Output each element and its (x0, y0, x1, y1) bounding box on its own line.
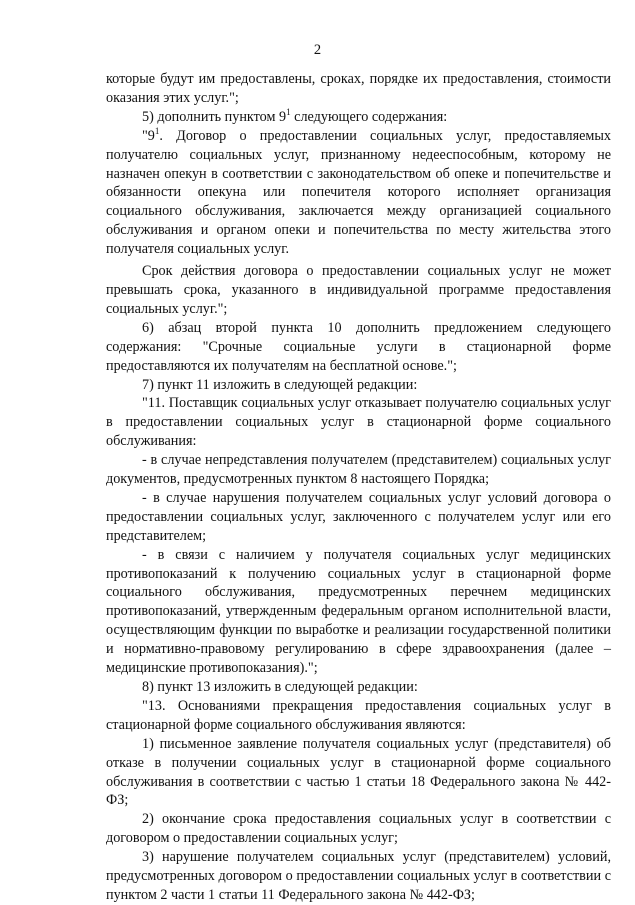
paragraph: 8) пункт 13 изложить в следующей редакции: (142, 679, 418, 695)
paragraph: 1) письменное заявление получателя социальных услуг (представителя) об отказе в получении социальных услуг в стационарной форме социального обслуживания в соответствии с частью 1 статьи 18 Федерального закона № 442-ФЗ; (106, 735, 611, 809)
superscript: 1 (154, 125, 160, 136)
paragraph: которые будут им предоставлены, сроках, порядке их предоставления, стоимости оказания этих услуг."; (106, 71, 611, 106)
paragraph (106, 127, 611, 259)
paragraph: - в связи с наличием у получателя социальных услуг медицинских противопоказаний к получению социальных услуг в стационарной форме социального обслуживания, предусмотренных перечнем медицинских противопоказаний, утвержденным федеральным органом исполнительной власти, осуществляющим функции по выработке и реализации государственной политики и нормативно-правовому регулированию в сфере здравоохранения (далее – медицинские противопоказания)."; (106, 546, 611, 677)
paragraph: "13. Основаниями прекращения предоставления социальных услуг в стационарной форме социального обслуживания являются: (106, 697, 611, 733)
paragraph: "11. Поставщик социальных услуг отказывает получателю социальных услуг в предоставлении социальных услуг в стационарной форме социального обслуживания: (106, 395, 611, 450)
paragraph: 3) нарушение получателем социальных услуг (представителем) условий, предусмотренных договором о предоставлении социальных услуг в соответствии с пунктом 2 части 1 статьи 11 Федерального закона № 442-ФЗ; (106, 849, 611, 903)
paragraph: 7) пункт 11 изложить в следующей редакции: (142, 376, 418, 393)
paragraph: 6) абзац второй пункта 10 дополнить предложением следующего содержания: "Срочные социальные услуги в стационарной форме предоставляются их получателям на бесплатной основе."; (106, 319, 611, 374)
page-number: 2 (313, 42, 322, 58)
paragraph: 2) окончание срока предоставления социальных услуг в соответствии с договором о предоставлении социальных услуг; (106, 811, 611, 847)
paragraph: Срок действия договора о предоставлении социальных услуг не может превышать срока, указанного в индивидуальной программе предоставления социальных услуг."; (106, 263, 611, 317)
paragraph-text: . Договор о предоставлении социальных услуг, предоставляемых получателю социальных услуг, признанному недееспособным, которому не назначен опекун в соответствии с законодательством об опеке и попечительстве и обязанности опекуна или попечителя которого исполняет организация социального обслуживания, заключается между организацией социального обслуживания и органом опеки и попечительства по месту жительства этого получателя социальных услуг. (106, 127, 611, 258)
paragraph-text: 5) дополнить пунктом 9 (142, 108, 287, 125)
superscript: 1 (286, 106, 291, 117)
paragraph (106, 108, 611, 127)
paragraph-text: "9 (142, 127, 155, 144)
document-body (106, 70, 611, 905)
paragraph: - в случае нарушения получателем социальных услуг условий договора о предоставлении социальных услуг, заключенного с получателем услуг или его представителем; (106, 489, 611, 544)
paragraph: - в случае непредставления получателем (представителем) социальных услуг документов, предусмотренных пунктом 8 настоящего Порядка; (106, 452, 611, 488)
paragraph-text: следующего содержания: (290, 108, 448, 125)
